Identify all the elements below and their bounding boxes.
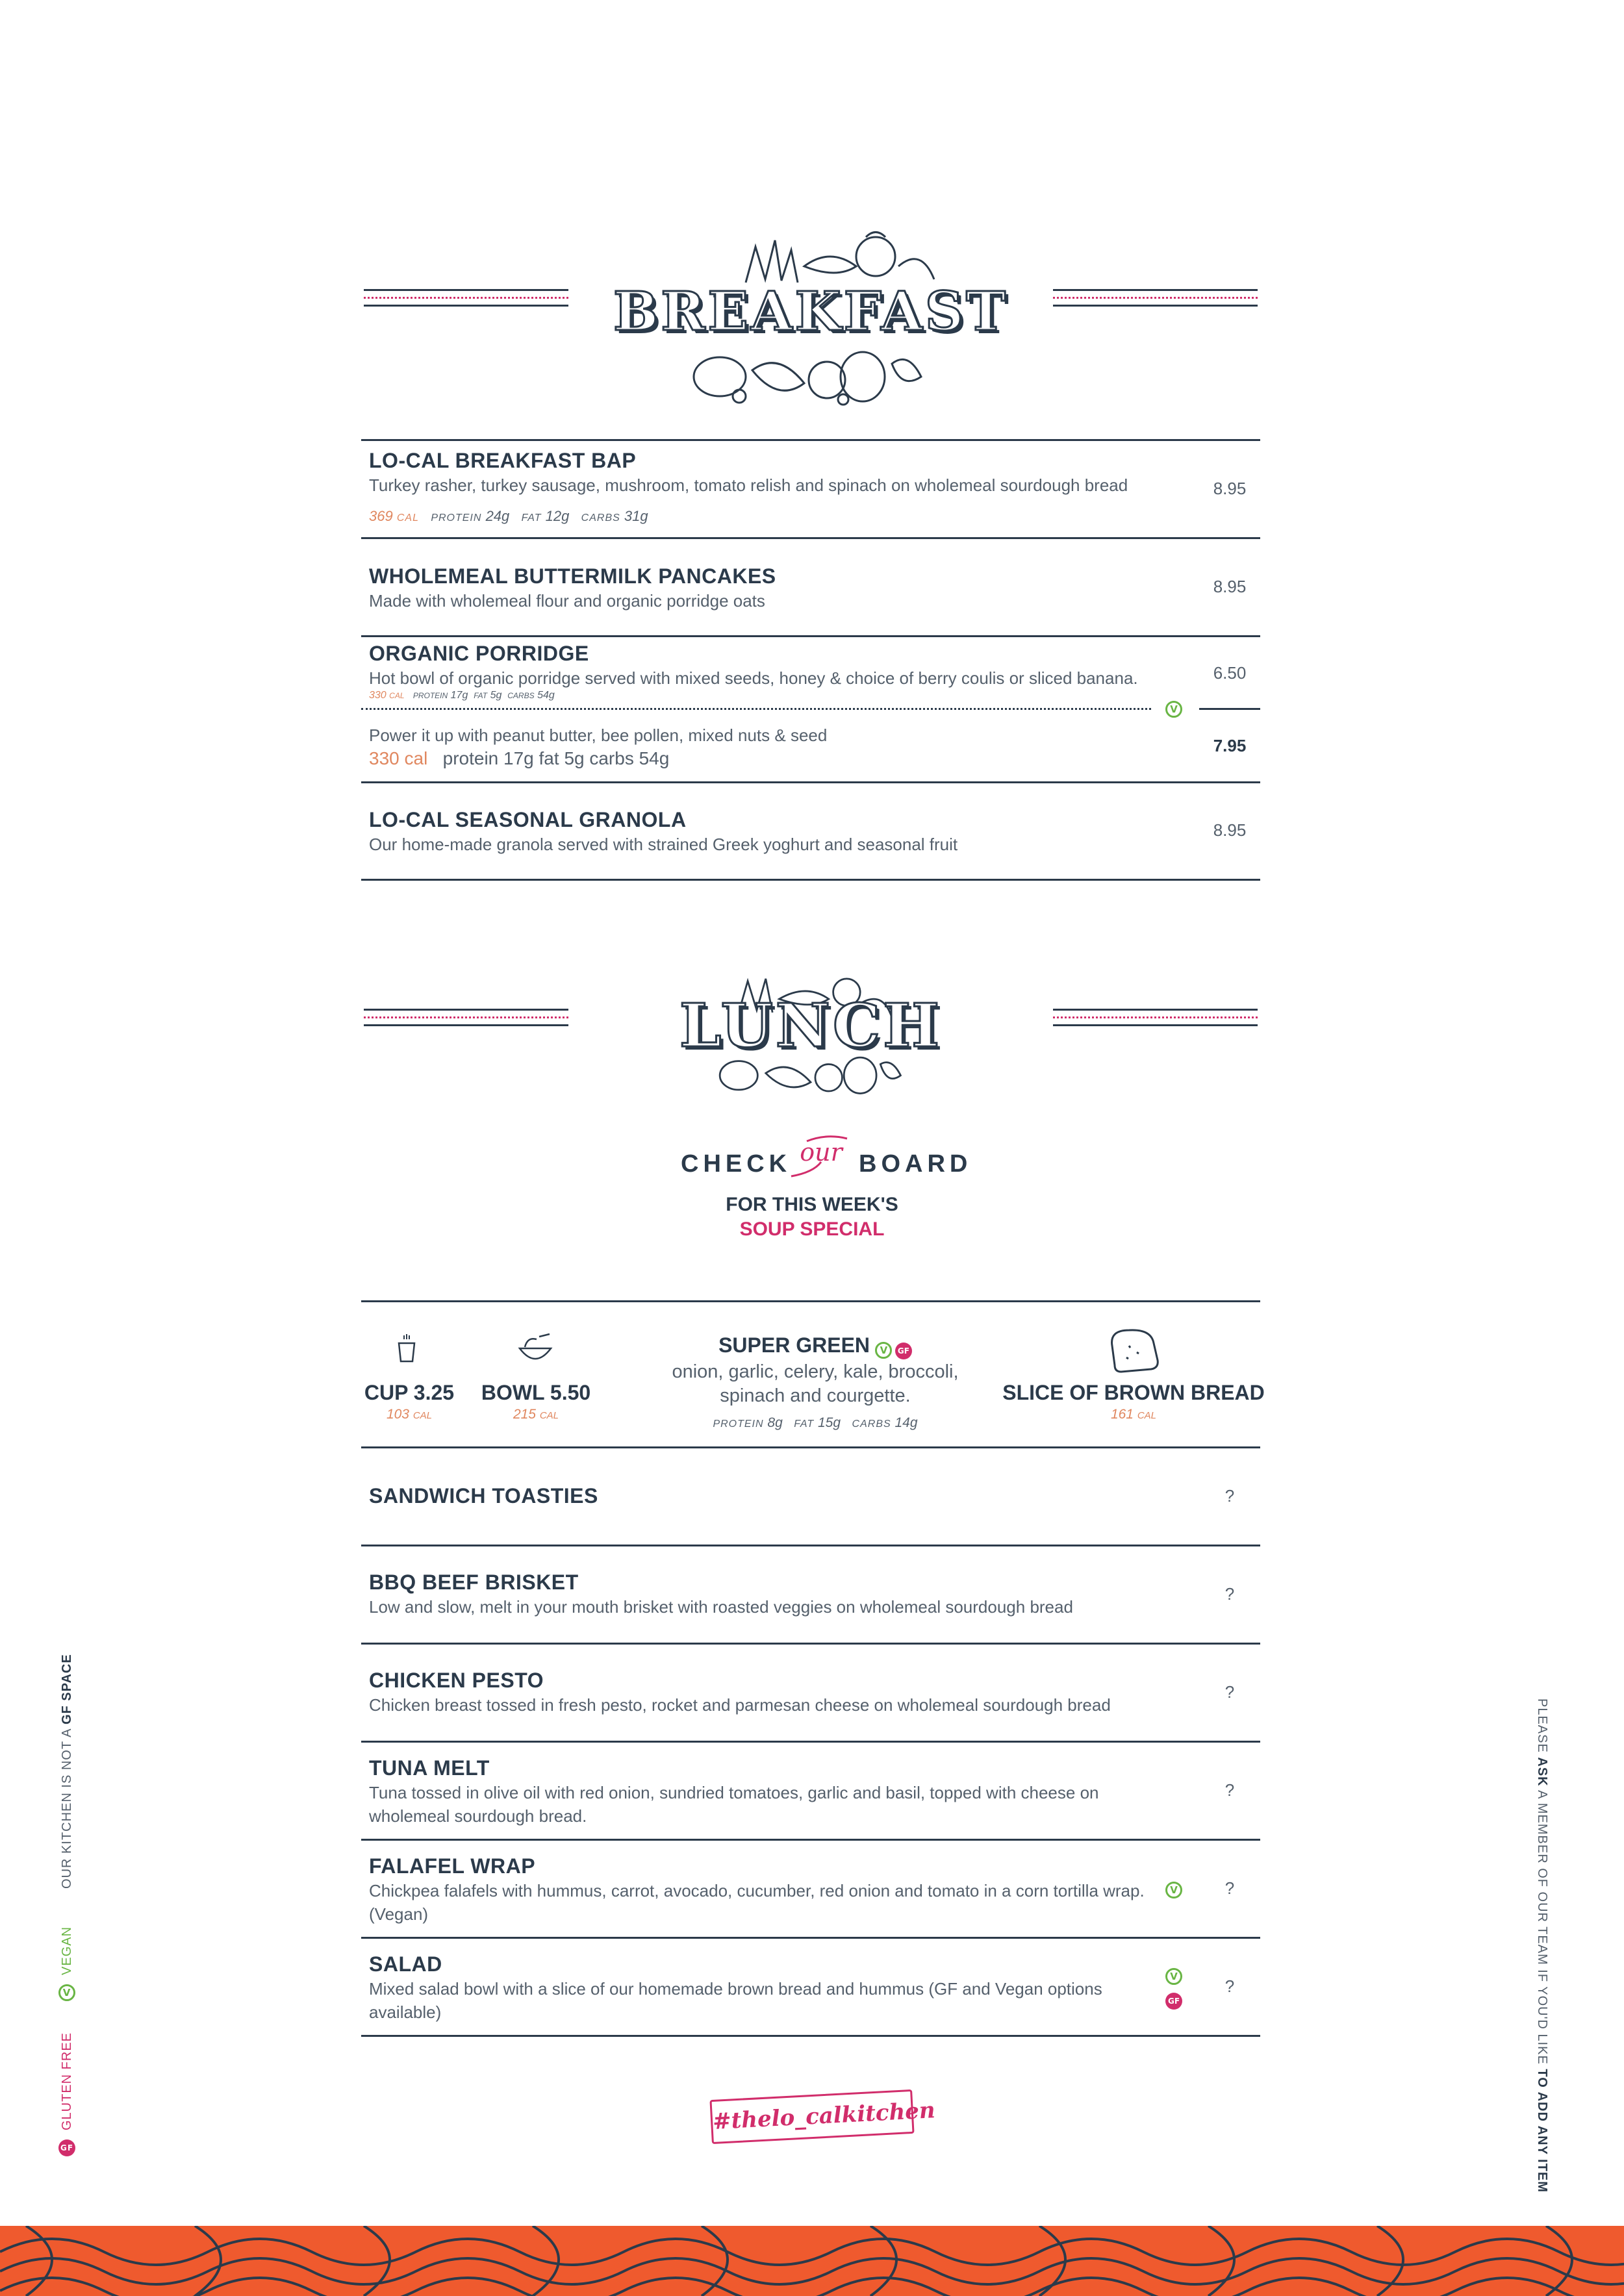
lunch-header [361,939,1260,1127]
hashtag-stamp: #thelo_calkitchen [709,2089,914,2144]
item-description: Chickpea falafels with hummus, carrot, avocado, cucumber, red onion and tomato in a corn tortilla wrap. (Vegan) [369,1881,1145,1924]
item-name: TUNA MELT [369,1756,490,1780]
soup-of-week [650,1333,981,1358]
footer-pattern [0,2226,1624,2296]
item-price: ? [1224,1486,1235,1506]
item-name: ORGANIC PORRIDGE [369,642,589,665]
item-name: FALAFEL WRAP [369,1854,536,1878]
item-price: ? [1224,1976,1235,1996]
upgrade-nutrition: 330 cal protein 17g fat 5g carbs 54g [369,748,670,768]
bread-calories: 161 CAL [1110,1407,1157,1422]
item-price: 8.95 [1213,479,1247,498]
item-name: SALAD [369,1952,442,1976]
soup-name: SUPER GREEN [718,1333,870,1357]
divider [361,1741,1260,1743]
upgrade-price: 7.95 [1213,736,1247,755]
cup-price: CUP 3.25 [364,1381,455,1404]
breakfast-title: BREAKFAST [613,281,1009,343]
item-name: SANDWICH TOASTIES [369,1484,598,1508]
divider [361,635,1260,637]
item-name: LO-CAL SEASONAL GRANOLA [369,808,687,831]
item-price: 6.50 [1213,663,1247,683]
cup-calories: 103 CAL [386,1407,433,1422]
board-our: our [800,1138,843,1167]
gluten-free-icon: GF [58,2139,75,2156]
swirl-pattern-icon [0,2226,1624,2296]
item-description: Made with wholemeal flour and organic porridge oats [369,591,765,611]
vegan-icon: V [1165,701,1182,718]
item-name: WHOLEMEAL BUTTERMILK PANCAKES [369,564,776,588]
item-description: Low and slow, melt in your mouth brisket with roasted veggies on wholemeal sourdough bread [369,1597,1073,1617]
legend-kitchen-note: OUR KITCHEN IS NOT A GF SPACE [59,1654,74,1889]
divider [361,879,1260,881]
swirl-icon [787,1133,855,1180]
board-check: CHECK [681,1150,792,1178]
divider [361,1446,1260,1448]
item-description: Our home-made granola served with strained Greek yoghurt and seasonal fruit [369,835,958,854]
upgrade-description: Power it up with peanut butter, bee pollen, mixed nuts & seed [369,725,828,745]
vegan-icon: V [1165,1882,1182,1899]
divider [361,537,1260,539]
board-board: BOARD [859,1150,972,1178]
board-line-1: FOR THIS WEEK'S [726,1194,898,1215]
divider [361,1545,1260,1546]
item-name: CHICKEN PESTO [369,1669,544,1692]
divider [361,2035,1260,2037]
item-price: 8.95 [1213,820,1247,840]
legend-vegan: VEGAN [59,1926,74,1975]
dotted-divider [361,708,1151,710]
item-price: ? [1224,1878,1235,1898]
divider [361,1643,1260,1645]
bowl-price: BOWL 5.50 [481,1381,591,1404]
item-price: ? [1224,1780,1235,1800]
dietary-legend [58,1654,75,2156]
item-name: LO-CAL BREAKFAST BAP [369,449,637,472]
item-price: ? [1224,1682,1235,1702]
lunch-title: LUNCH [679,990,943,1061]
gluten-free-icon: GF [1165,1993,1182,2010]
divider [361,1300,1260,1302]
cup-icon [395,1333,418,1363]
item-price: ? [1224,1584,1235,1604]
soup-nutrition: PROTEIN 8g FAT 15g CARBS 14g [713,1415,918,1430]
item-description: Hot bowl of organic porridge served with mixed seeds, honey & choice of berry coulis or sliced banana. [369,668,1138,688]
breakfast-header [361,221,1260,409]
board-line-2: SOUP SPECIAL [739,1218,885,1240]
price-divider [1199,708,1260,710]
soup-ingredients-2: spinach and courgette. [720,1385,911,1406]
item-description: Turkey rasher, turkey sausage, mushroom, tomato relish and spinach on wholemeal sourdough bread [369,475,1128,495]
vegan-icon: V [58,1984,75,2001]
gluten-free-icon: GF [895,1343,912,1359]
bowl-calories: 215 CAL [513,1407,559,1422]
divider [361,781,1260,783]
item-description: Tuna tossed in olive oil with red onion, sundried tomatoes, garlic and basil, topped with cheese on wholemeal sourdough bread. [369,1783,1099,1826]
soup-ingredients-1: onion, garlic, celery, kale, broccoli, [672,1361,959,1382]
bread-icon [1103,1326,1163,1374]
divider [361,439,1260,441]
bowl-icon [517,1333,553,1365]
nutrition-info: 369 CAL PROTEIN 24g FAT 12g CARBS 31g [369,508,648,524]
nutrition-info: 330 CAL PROTEIN 17g FAT 5g CARBS 54g [369,690,555,701]
item-description: Mixed salad bowl with a slice of our homemade brown bread and hummus (GF and Vegan options available) [369,1979,1102,2022]
vegan-icon: V [1165,1968,1182,1985]
item-name: BBQ BEEF BRISKET [369,1571,579,1594]
item-price: 8.95 [1213,577,1247,596]
add-item-note: PLEASE ASK A MEMBER OF OUR TEAM IF YOU'D LIKE TO ADD ANY ITEM [1535,1698,1549,2193]
divider [361,1937,1260,1939]
bread-label: SLICE OF BROWN BREAD [1002,1381,1265,1404]
legend-gluten-free: GLUTEN FREE [59,2032,74,2130]
vegan-icon: V [875,1342,892,1359]
item-description: Chicken breast tossed in fresh pesto, rocket and parmesan cheese on wholemeal sourdough bread [369,1695,1111,1715]
divider [361,1839,1260,1841]
